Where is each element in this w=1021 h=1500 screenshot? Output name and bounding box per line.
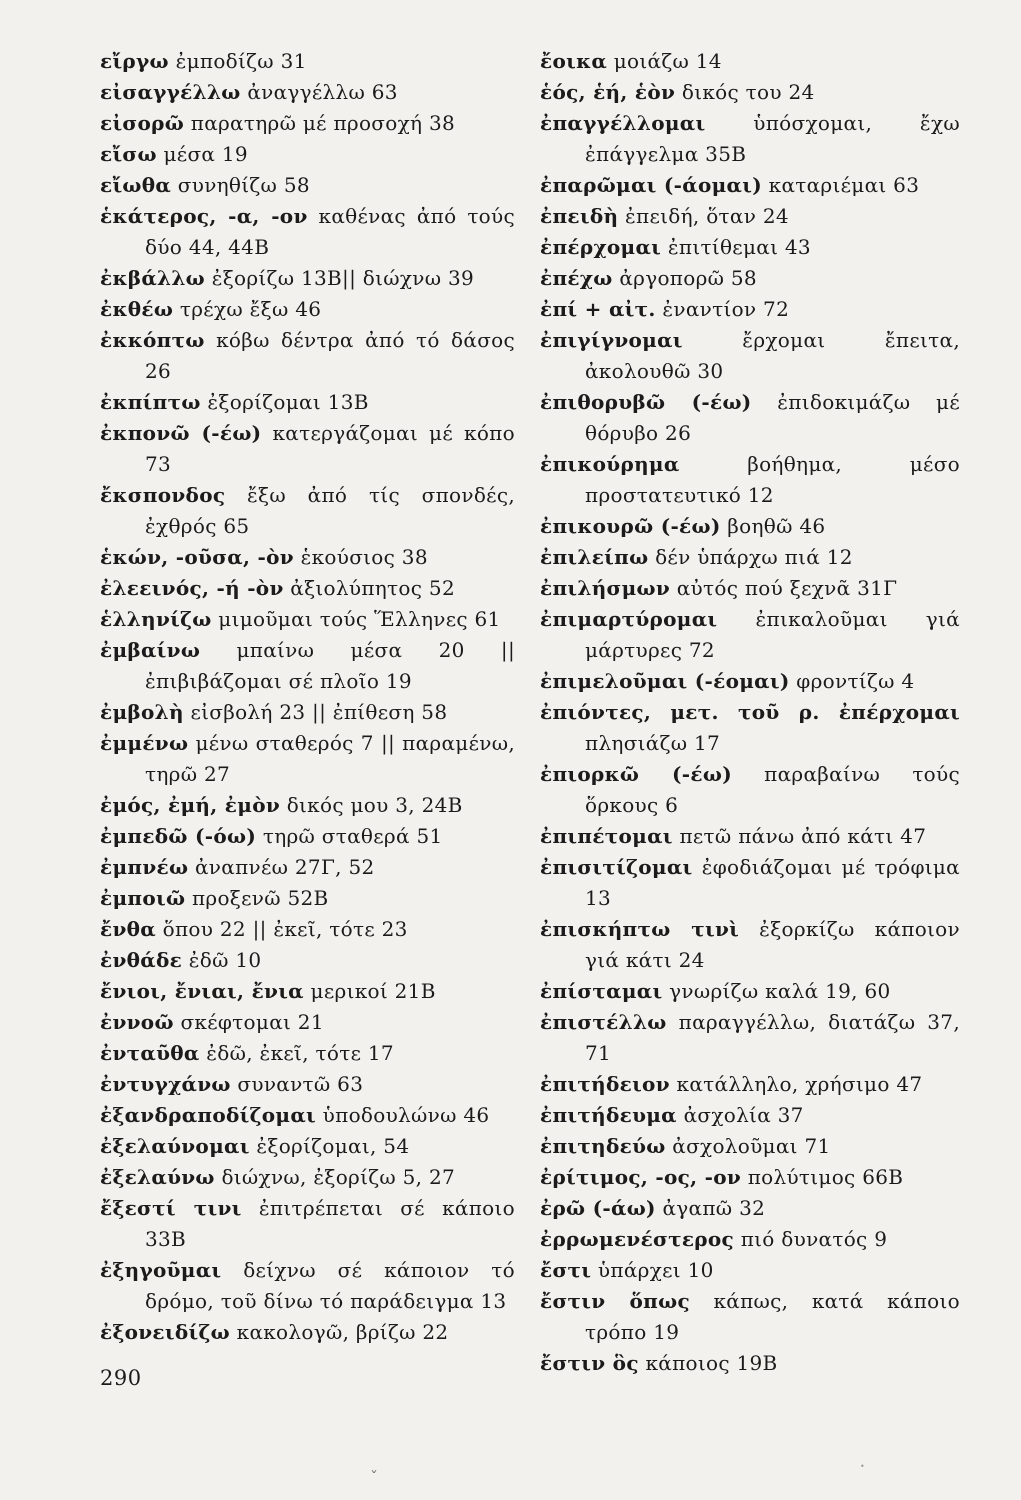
dictionary-entry [100, 790, 515, 821]
entry-headword: ἐκπίπτω [100, 390, 201, 414]
entry-definition: εἰσβολή 23 || ἐπίθεση 58 [190, 700, 448, 724]
entry-definition: πλησιάζω 17 [585, 731, 721, 755]
entry-headword: ἐρῶ (-άω) [540, 1196, 656, 1220]
dictionary-entry [100, 387, 515, 418]
dictionary-entry [540, 449, 960, 511]
dictionary-entry [540, 1348, 960, 1379]
dictionary-entry [540, 77, 960, 108]
entry-definition: πετῶ πάνω ἀπό κάτι 47 [679, 824, 927, 848]
entry-headword: ἐπέχω [540, 266, 613, 290]
dictionary-entry [540, 604, 960, 666]
dictionary-entry [100, 294, 515, 325]
dictionary-entry [100, 697, 515, 728]
entry-headword: ἐπιόντες, μετ. τοῦ ρ. ἐπέρχομαι [540, 700, 960, 724]
entry-headword: ἐκκόπτω [100, 328, 205, 352]
entry-headword: ἐπισιτίζομαι [540, 855, 693, 879]
dictionary-entry [100, 976, 515, 1007]
entry-definition: πολύτιμος 66Β [747, 1165, 904, 1189]
dictionary-entry [100, 77, 515, 108]
entry-definition: ἀσχολία 37 [683, 1103, 804, 1127]
dictionary-entry [540, 697, 960, 759]
entry-headword: εἴωθα [100, 173, 172, 197]
entry-definition: βοηθῶ 46 [727, 514, 826, 538]
entry-headword: ἐμός, ἐμή, ἐμὸν [100, 793, 281, 817]
entry-headword: ἔκσπονδος [100, 483, 226, 507]
entry-headword: ἔξεστί τινι [100, 1196, 242, 1220]
right-column [540, 46, 960, 1379]
entry-headword: ἐπαγγέλλομαι [540, 111, 706, 135]
dictionary-entry [100, 883, 515, 914]
entry-definition: ἀγαπῶ 32 [662, 1196, 766, 1220]
dictionary-entry [100, 263, 515, 294]
dictionary-entry [100, 108, 515, 139]
dictionary-entry [540, 1100, 960, 1131]
entry-headword: ἔστι [540, 1258, 592, 1282]
entry-headword: ἐξανδραποδίζομαι [100, 1103, 316, 1127]
dictionary-entry [540, 1131, 960, 1162]
entry-definition: ἔρχομαι ἔπειτα, ἀκολουθῶ 30 [585, 328, 960, 383]
entry-headword: εἴσω [100, 142, 157, 166]
entry-definition: κατεργάζομαι μέ κόπο 73 [145, 421, 515, 476]
entry-headword: ἐξονειδίζω [100, 1320, 230, 1344]
entry-headword: ἐπίσταμαι [540, 979, 663, 1003]
entry-headword: ἔστιν ὅπως [540, 1289, 690, 1313]
entry-definition: ἀξιολύπητος 52 [290, 576, 455, 600]
dictionary-entry [100, 1007, 515, 1038]
dictionary-entry [100, 325, 515, 387]
entry-definition: μπαίνω μέσα 20 || ἐπιβιβάζομαι σέ πλοῖο 19 [145, 638, 515, 693]
dictionary-entry [100, 728, 515, 790]
entry-definition: παραγγέλλω, διατάζω 37, 71 [585, 1010, 960, 1065]
entry-headword: ἑός, ἑή, ἑὸν [540, 80, 676, 104]
dictionary-entry [540, 666, 960, 697]
entry-headword: ἐπισκήπτω τινὶ [540, 917, 740, 941]
entry-headword: ἐπιμελοῦμαι (-έομαι) [540, 669, 790, 693]
dictionary-entry [100, 170, 515, 201]
entry-definition: ὑπάρχει 10 [597, 1258, 714, 1282]
entry-headword: ἐκθέω [100, 297, 174, 321]
entry-definition: ἐξορίζομαι 13Β [207, 390, 369, 414]
dictionary-entry [100, 945, 515, 976]
entry-definition: καταριέμαι 63 [768, 173, 920, 197]
entry-definition: ἐξορίζω 13Β|| διώχνω 39 [211, 266, 475, 290]
entry-definition: ἐπικαλοῦμαι γιά μάρτυρες 72 [585, 607, 960, 662]
entry-definition: ἀναπνέω 27Γ, 52 [195, 855, 375, 879]
dictionary-entry [540, 232, 960, 263]
entry-headword: ἐνθάδε [100, 948, 183, 972]
dictionary-entry [100, 480, 515, 542]
entry-definition: ἐναντίον 72 [662, 297, 790, 321]
entry-definition: συνηθίζω 58 [177, 173, 310, 197]
entry-definition: μέσα 19 [163, 142, 248, 166]
entry-headword: εἰσορῶ [100, 111, 185, 135]
entry-definition: γνωρίζω καλά 19, 60 [669, 979, 891, 1003]
dictionary-entry [540, 294, 960, 325]
entry-definition: ἐπιτίθεμαι 43 [667, 235, 811, 259]
entry-headword: ἐννοῶ [100, 1010, 174, 1034]
entry-headword: ἐξελαύνομαι [100, 1134, 250, 1158]
dictionary-entry [540, 914, 960, 976]
entry-definition: ἐπιδοκιμάζω μέ θόρυβο 26 [585, 390, 960, 445]
entry-definition: μένω σταθερός 7 || παραμένω, τηρῶ 27 [145, 731, 515, 786]
dictionary-entry [540, 108, 960, 170]
dictionary-entry [540, 387, 960, 449]
entry-headword: ἐμπνέω [100, 855, 189, 879]
entry-definition: ὑποδουλώνω 46 [322, 1103, 490, 1127]
entry-headword: ἐπιτήδευμα [540, 1103, 677, 1127]
entry-headword: ἑκών, -οῦσα, -ὸν [100, 545, 294, 569]
dictionary-entry [100, 46, 515, 77]
dictionary-entry [100, 201, 515, 263]
dictionary-entry [100, 542, 515, 573]
entry-definition: φροντίζω 4 [796, 669, 915, 693]
dictionary-entry [540, 1286, 960, 1348]
dictionary-entry [100, 1069, 515, 1100]
entry-headword: ἐπέρχομαι [540, 235, 662, 259]
entry-headword: ἐπιορκῶ (-έω) [540, 762, 732, 786]
entry-headword: ἑκάτερος, -α, -ον [100, 204, 308, 228]
entry-definition: τηρῶ σταθερά 51 [262, 824, 443, 848]
entry-headword: ἐπί + αἰτ. [540, 297, 656, 321]
entry-definition: σκέφτομαι 21 [180, 1010, 324, 1034]
entry-definition: κακολογῶ, βρίζω 22 [236, 1320, 449, 1344]
entry-headword: ἐμβολὴ [100, 700, 184, 724]
entry-headword: ἐπικουρῶ (-έω) [540, 514, 721, 538]
entry-definition: διώχνω, ἐξορίζω 5, 27 [221, 1165, 456, 1189]
dictionary-entry [540, 852, 960, 914]
entry-definition: ἐμποδίζω 31 [175, 49, 307, 73]
dictionary-entry [100, 1255, 515, 1317]
dictionary-entry [540, 1193, 960, 1224]
entry-definition: ἀργοπορῶ 58 [619, 266, 757, 290]
dictionary-entry [540, 170, 960, 201]
entry-definition: βοήθημα, μέσο προστατευτικό 12 [585, 452, 960, 507]
entry-headword: ἐπιγίγνομαι [540, 328, 683, 352]
entry-headword: ἔνιοι, ἔνιαι, ἔνια [100, 979, 304, 1003]
entry-definition: μιμοῦμαι τούς Ἕλληνες 61 [218, 607, 501, 631]
entry-headword: ἐμβαίνω [100, 638, 201, 662]
dictionary-entry [540, 325, 960, 387]
dictionary-entry [100, 418, 515, 480]
dictionary-entry [540, 976, 960, 1007]
entry-definition: πιό δυνατός 9 [740, 1227, 888, 1251]
dictionary-entry [540, 759, 960, 821]
entry-headword: ἐκβάλλω [100, 266, 206, 290]
entry-definition: αὐτός πού ξεχνᾶ 31Γ [676, 576, 898, 600]
entry-definition: ἐδῶ 10 [188, 948, 262, 972]
dictionary-entry [540, 511, 960, 542]
dictionary-entry [100, 573, 515, 604]
entry-definition: ὅπου 22 || ἐκεῖ, τότε 23 [162, 917, 408, 941]
entry-definition: ἐξορκίζω κάποιον γιά κάτι 24 [585, 917, 960, 972]
entry-definition: ἀσχολοῦμαι 71 [672, 1134, 831, 1158]
entry-definition: παραβαίνω τούς ὅρκους 6 [585, 762, 960, 817]
entry-definition: καθένας ἀπό τούς δύο 44, 44Β [145, 204, 515, 259]
entry-headword: ἐπαρῶμαι (-άομαι) [540, 173, 762, 197]
entry-definition: ἀναγγέλλω 63 [247, 80, 398, 104]
entry-headword: ἐμμένω [100, 731, 189, 755]
dictionary-entry [540, 1069, 960, 1100]
dictionary-entry [100, 1317, 515, 1348]
entry-headword: ἐπιλείπω [540, 545, 649, 569]
entry-headword: ἑλληνίζω [100, 607, 212, 631]
entry-definition: ἐδῶ, ἐκεῖ, τότε 17 [206, 1041, 394, 1065]
entry-headword: ἐξηγοῦμαι [100, 1258, 222, 1282]
entry-definition: ἐπιτρέπεται σέ κάποιο 33Β [145, 1196, 515, 1251]
dictionary-entry [100, 1162, 515, 1193]
dictionary-entry [100, 635, 515, 697]
dictionary-entry [540, 1224, 960, 1255]
entry-definition: ἐξορίζομαι, 54 [256, 1134, 410, 1158]
entry-headword: ἐπιστέλλω [540, 1010, 667, 1034]
dictionary-entry [540, 201, 960, 232]
entry-definition: ἐπειδή, ὅταν 24 [625, 204, 789, 228]
entry-definition: ἐφοδιάζομαι μέ τρόφιμα 13 [585, 855, 960, 910]
entry-definition: ὑπόσχομαι, ἔχω ἐπάγγελμα 35Β [585, 111, 960, 166]
entry-headword: ἐλεεινός, -ή -ὸν [100, 576, 284, 600]
entry-definition: προξενῶ 52Β [191, 886, 329, 910]
entry-definition: τρέχω ἔξω 46 [179, 297, 322, 321]
entry-headword: εἰσαγγέλλω [100, 80, 241, 104]
entry-definition: κάποιος 19Β [645, 1351, 778, 1375]
ink-speck: ˇ [370, 1468, 378, 1487]
entry-headword: ἐνταῦθα [100, 1041, 200, 1065]
entry-headword: ἐρρωμενέστερος [540, 1227, 735, 1251]
dictionary-entry [540, 573, 960, 604]
dictionary-entry [540, 263, 960, 294]
entry-definition: κατάλληλο, χρήσιμο 47 [676, 1072, 923, 1096]
entry-definition: συναντῶ 63 [237, 1072, 364, 1096]
entry-headword: ἐπιθορυβῶ (-έω) [540, 390, 752, 414]
entry-definition: ἑκούσιος 38 [300, 545, 428, 569]
entry-headword: ἐμποιῶ [100, 886, 186, 910]
entry-headword: εἴργω [100, 49, 169, 73]
entry-definition: μοιάζω 14 [613, 49, 722, 73]
entry-definition: δείχνω σέ κάποιον τό δρόμο, τοῦ δίνω τό παράδειγμα 13 [145, 1258, 515, 1313]
entry-definition: ἔξω ἀπό τίς σπονδές, ἐχθρός 65 [145, 483, 515, 538]
dictionary-entry [540, 46, 960, 77]
entry-headword: ἐκπονῶ (-έω) [100, 421, 262, 445]
dictionary-entry [540, 1162, 960, 1193]
entry-headword: ἐπιτηδεύω [540, 1134, 666, 1158]
dictionary-entry [540, 542, 960, 573]
entry-headword: ἐντυγχάνω [100, 1072, 231, 1096]
entry-headword: ἐπιπέτομαι [540, 824, 673, 848]
dictionary-entry [540, 1255, 960, 1286]
dictionary-entry [100, 139, 515, 170]
entry-definition: δέν ὑπάρχω πιά 12 [655, 545, 853, 569]
entry-headword: ἔοικα [540, 49, 608, 73]
entry-headword: ἔστιν ὃς [540, 1351, 639, 1375]
entry-headword: ἐπιτήδειον [540, 1072, 670, 1096]
entry-definition: κόβω δέντρα ἀπό τό δάσος 26 [145, 328, 515, 383]
entry-definition: κάπως, κατά κάποιο τρόπο 19 [585, 1289, 960, 1344]
dictionary-entry [100, 852, 515, 883]
entry-headword: ἐπικούρημα [540, 452, 680, 476]
page-number: 290 [100, 1366, 142, 1390]
entry-headword: ἐπιλήσμων [540, 576, 671, 600]
dictionary-entry [540, 1007, 960, 1069]
entry-headword: ἐμπεδῶ (-όω) [100, 824, 257, 848]
entry-headword: ἐπιμαρτύρομαι [540, 607, 718, 631]
dictionary-entry [100, 604, 515, 635]
entry-headword: ἐπειδὴ [540, 204, 619, 228]
ink-dot: • [860, 1462, 865, 1471]
entry-headword: ἐξελαύνω [100, 1165, 215, 1189]
dictionary-entry [540, 821, 960, 852]
entry-definition: δικός του 24 [681, 80, 815, 104]
dictionary-entry [100, 1038, 515, 1069]
dictionary-entry [100, 1131, 515, 1162]
dictionary-entry [100, 1193, 515, 1255]
entry-headword: ἐρίτιμος, -ος, -ον [540, 1165, 742, 1189]
dictionary-entry [100, 1100, 515, 1131]
dictionary-entry [100, 821, 515, 852]
entry-definition: μερικοί 21Β [310, 979, 436, 1003]
left-column [100, 46, 515, 1348]
entry-headword: ἔνθα [100, 917, 156, 941]
dictionary-entry [100, 914, 515, 945]
entry-definition: παρατηρῶ μέ προσοχή 38 [190, 111, 455, 135]
entry-definition: δικός μου 3, 24Β [286, 793, 463, 817]
